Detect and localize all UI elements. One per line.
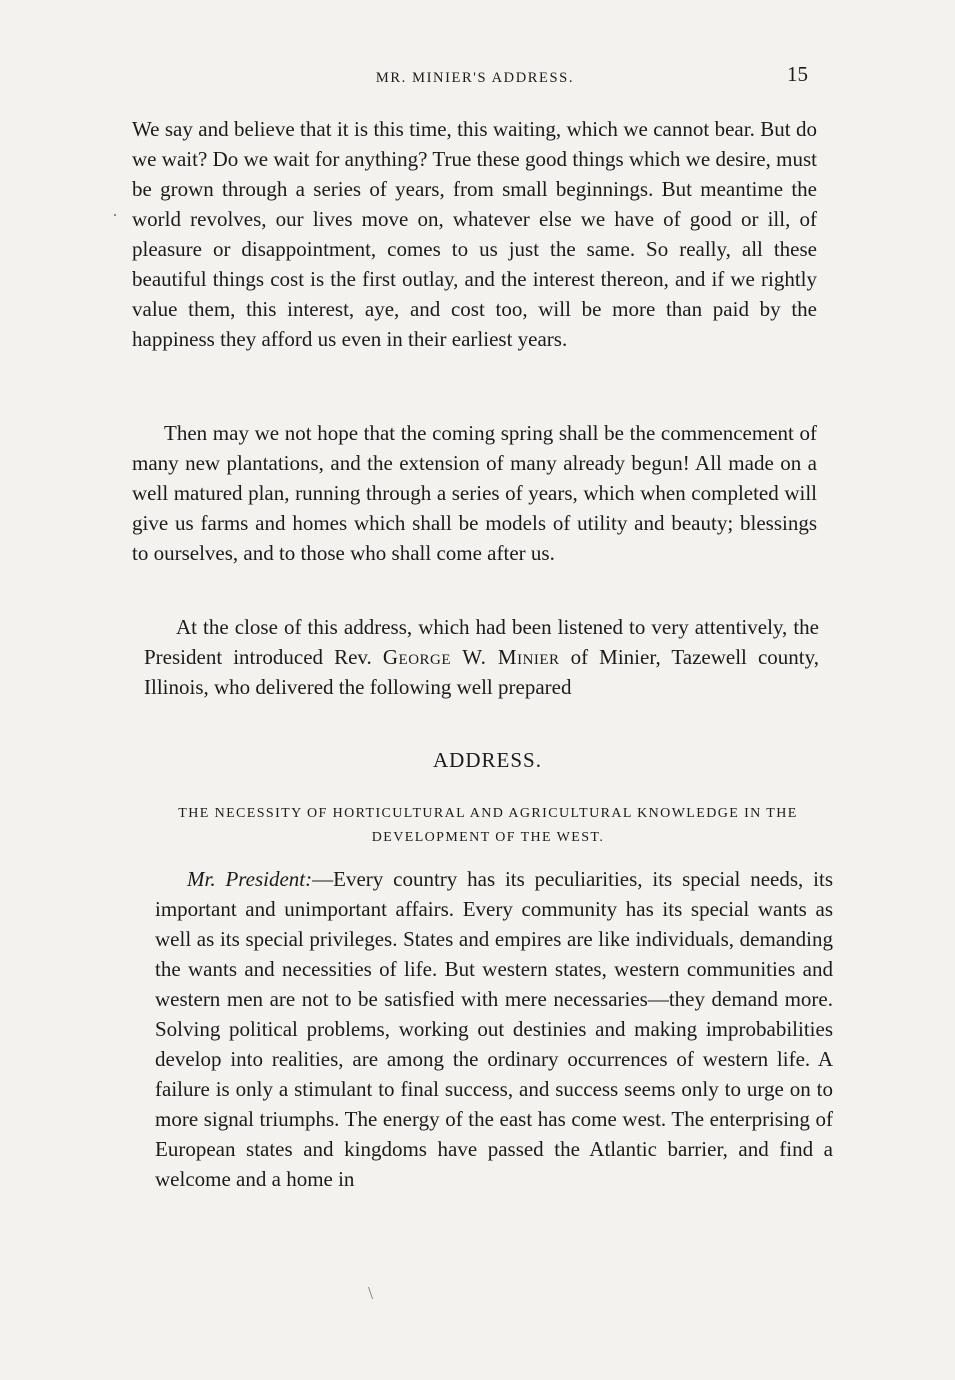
- paragraph-3-lead: At the close of this address, which had been listened to very attentively, the President introduced Rev.: [144, 615, 819, 669]
- paragraph-1-text: We say and believe that it is this time, this waiting, which we cannot bear. But do we wait? Do we wait for anything? True these good things which we desire, must be grown through a series of years, from small beginnings. But meantime the world revolves, our lives move on, whatever else we have of good or ill, of pleasure or disappointment, comes to us just the same. So really, all these beautiful things cost is the first outlay, and the interest thereon, and if we rightly value them, this interest, aye, and cost too, will be more than paid by the happiness they afford us even in their earliest years.: [132, 117, 817, 351]
- margin-mark: ·: [112, 205, 118, 225]
- paragraph-1: [132, 114, 817, 354]
- paragraph-2-text: Then may we not hope that the coming spring shall be the commencement of many new plantations, and the extension of many already begun! All made on a well matured plan, running through a series of years, which when completed will give us farms and homes which shall be models of utility and beauty; blessings to ourselves, and to those who shall come after us.: [132, 421, 817, 565]
- speaker-name: George W. Minier: [382, 645, 560, 669]
- address-subtitle: THE NECESSITY OF HORTICULTURAL AND AGRICULTURAL KNOWLEDGE IN THE DEVELOPMENT OF THE WEST.: [178, 806, 798, 845]
- address-body: [155, 864, 833, 1194]
- address-heading: ADDRESS.: [433, 748, 542, 772]
- salutation: Mr. President:: [187, 867, 313, 891]
- paragraph-3: [144, 612, 819, 702]
- paragraph-3-text: [144, 612, 819, 702]
- running-head: [130, 62, 820, 92]
- page-number: 15: [787, 62, 808, 86]
- paragraph-2: [132, 418, 817, 568]
- address-body-content: —Every country has its peculiarities, its special needs, its important and unimportant affairs. Every community has its special wants as well as its special privileges. States and empires are like individuals, demanding the wants and necessities of life. But western states, western communities and western men are not to be satisfied with mere necessaries—they demand more. Solving political problems, working out destinies and making improbabilities develop into realities, are among the ordinary occurrences of western life. A failure is only a stimulant to final success, and success seems only to urge on to more signal triumphs. The energy of the east has come west. The enterprising of European states and kingdoms have passed the Atlantic barrier, and find a welcome and a home in: [155, 867, 833, 1191]
- address-body-text: [155, 864, 833, 1194]
- running-title: MR. MINIER'S ADDRESS.: [375, 70, 575, 86]
- margin-mark: \: [368, 1283, 374, 1303]
- paragraph-3-tail: of Minier, Tazewell county, Illinois, who delivered the following well prepared: [144, 645, 819, 699]
